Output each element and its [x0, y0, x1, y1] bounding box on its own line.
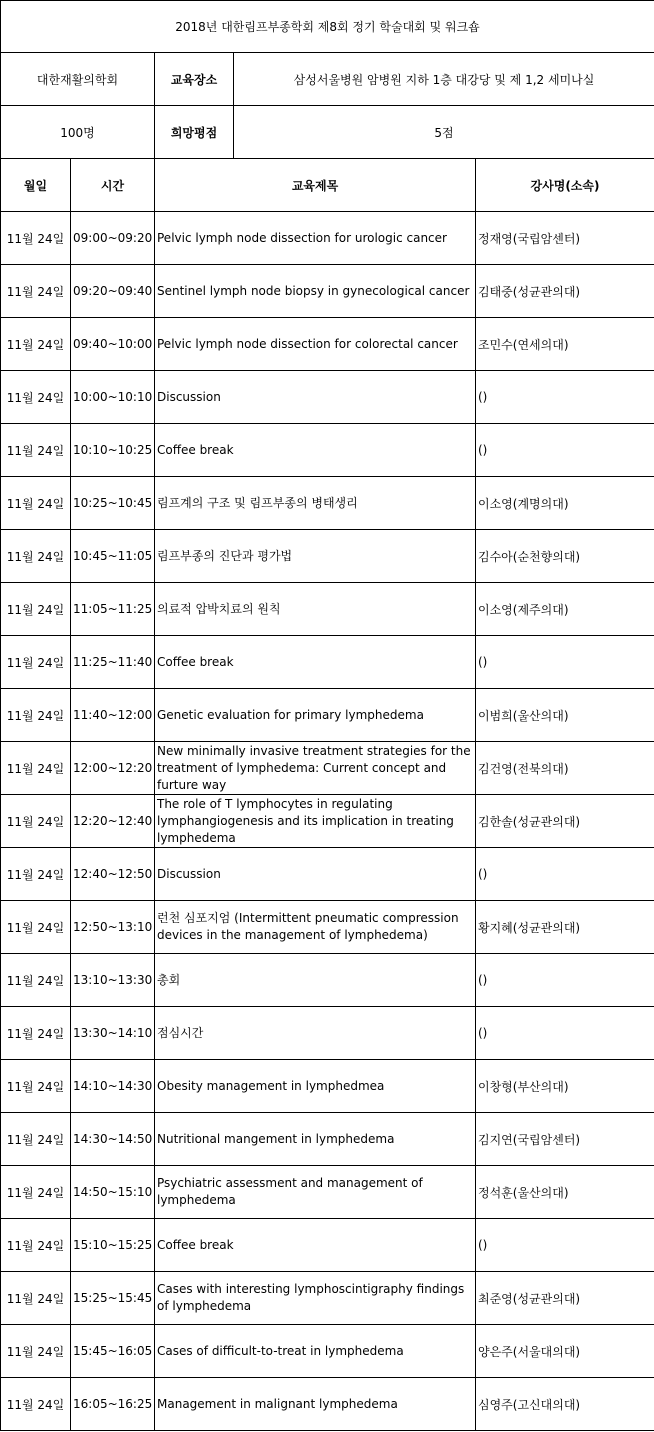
session-date: 11월 24일	[1, 1325, 71, 1378]
session-date: 11월 24일	[1, 318, 71, 371]
session-date: 11월 24일	[1, 1219, 71, 1272]
session-date: 11월 24일	[1, 636, 71, 689]
table-row	[1, 848, 654, 901]
session-date: 11월 24일	[1, 265, 71, 318]
session-speaker: 김지연(국립암센터)	[476, 1113, 654, 1166]
session-date: 11월 24일	[1, 424, 71, 477]
session-time: 14:50~15:10	[71, 1166, 155, 1219]
session-speaker: 김건영(전북의대)	[476, 742, 654, 795]
session-topic: Coffee break	[155, 1219, 476, 1272]
session-speaker: 최준영(성균관의대)	[476, 1272, 654, 1325]
session-topic: 림프부종의 진단과 평가법	[155, 530, 476, 583]
header-date: 월일	[1, 159, 71, 212]
session-topic: Cases of difficult-to-treat in lymphedema	[155, 1325, 476, 1378]
session-topic: Sentinel lymph node biopsy in gynecological cancer	[155, 265, 476, 318]
session-date: 11월 24일	[1, 371, 71, 424]
session-time: 14:30~14:50	[71, 1113, 155, 1166]
session-topic: Obesity management in lymphedmea	[155, 1060, 476, 1113]
table-row	[1, 477, 654, 530]
session-speaker: 이소영(제주의대)	[476, 583, 654, 636]
table-row	[1, 636, 654, 689]
session-time: 15:45~16:05	[71, 1325, 155, 1378]
session-date: 11월 24일	[1, 212, 71, 265]
session-time: 12:20~12:40	[71, 795, 155, 848]
table-row	[1, 689, 654, 742]
header-time: 시간	[71, 159, 155, 212]
table-row	[1, 1113, 654, 1166]
venue-value: 삼성서울병원 암병원 지하 1층 대강당 및 제 1,2 세미나실	[234, 53, 654, 106]
table-row	[1, 1272, 654, 1325]
table-row	[1, 265, 654, 318]
title-row	[1, 1, 654, 53]
session-date: 11월 24일	[1, 530, 71, 583]
session-topic: 런천 심포지엄 (Intermittent pneumatic compression devices in the management of lymphedema)	[155, 901, 476, 954]
session-time: 12:00~12:20	[71, 742, 155, 795]
session-date: 11월 24일	[1, 583, 71, 636]
session-speaker: 김수아(순천향의대)	[476, 530, 654, 583]
session-speaker: ()	[476, 371, 654, 424]
table-row	[1, 530, 654, 583]
session-speaker: ()	[476, 848, 654, 901]
session-time: 10:00~10:10	[71, 371, 155, 424]
session-speaker: ()	[476, 1007, 654, 1060]
session-date: 11월 24일	[1, 742, 71, 795]
session-topic: Pelvic lymph node dissection for colorectal cancer	[155, 318, 476, 371]
session-topic: Pelvic lymph node dissection for urologic cancer	[155, 212, 476, 265]
page-title: 2018년 대한림프부종학회 제8회 정기 학술대회 및 워크숍	[1, 1, 654, 53]
session-time: 10:45~11:05	[71, 530, 155, 583]
session-speaker: 황지혜(성균관의대)	[476, 901, 654, 954]
session-date: 11월 24일	[1, 1007, 71, 1060]
session-speaker: 이범희(울산의대)	[476, 689, 654, 742]
table-row	[1, 1219, 654, 1272]
session-time: 12:40~12:50	[71, 848, 155, 901]
session-date: 11월 24일	[1, 1272, 71, 1325]
session-speaker: ()	[476, 1219, 654, 1272]
session-topic: 총회	[155, 954, 476, 1007]
session-topic: Cases with interesting lymphoscintigraphy findings of lymphedema	[155, 1272, 476, 1325]
session-speaker: 정재영(국립암센터)	[476, 212, 654, 265]
session-date: 11월 24일	[1, 477, 71, 530]
session-topic: The role of T lymphocytes in regulating lymphangiogenesis and its implication in treating lymphedema	[155, 795, 476, 848]
session-time: 13:10~13:30	[71, 954, 155, 1007]
session-date: 11월 24일	[1, 954, 71, 1007]
session-date: 11월 24일	[1, 1378, 71, 1431]
session-time: 09:00~09:20	[71, 212, 155, 265]
table-row	[1, 1378, 654, 1431]
session-speaker: ()	[476, 954, 654, 1007]
organizer-cell: 대한재활의학회	[1, 53, 155, 106]
table-row	[1, 954, 654, 1007]
session-time: 11:05~11:25	[71, 583, 155, 636]
session-time: 11:40~12:00	[71, 689, 155, 742]
table-row	[1, 901, 654, 954]
session-topic: 점심시간	[155, 1007, 476, 1060]
session-speaker: ()	[476, 636, 654, 689]
session-date: 11월 24일	[1, 689, 71, 742]
table-row	[1, 583, 654, 636]
session-speaker: 이창형(부산의대)	[476, 1060, 654, 1113]
session-speaker: 정석훈(울산의대)	[476, 1166, 654, 1219]
header-row	[1, 159, 654, 212]
session-date: 11월 24일	[1, 848, 71, 901]
header-speaker: 강사명(소속)	[476, 159, 654, 212]
session-topic: 림프계의 구조 및 림프부종의 병태생리	[155, 477, 476, 530]
session-time: 14:10~14:30	[71, 1060, 155, 1113]
table-row	[1, 371, 654, 424]
table-row	[1, 1166, 654, 1219]
session-time: 15:10~15:25	[71, 1219, 155, 1272]
table-row	[1, 212, 654, 265]
table-row	[1, 742, 654, 795]
score-value: 5점	[234, 106, 654, 159]
session-date: 11월 24일	[1, 1113, 71, 1166]
session-topic: 의료적 압박치료의 원칙	[155, 583, 476, 636]
session-topic: Management in malignant lymphedema	[155, 1378, 476, 1431]
table-row	[1, 1060, 654, 1113]
session-topic: New minimally invasive treatment strategies for the treatment of lymphedema: Current concept and furture way	[155, 742, 476, 795]
venue-label: 교육장소	[155, 53, 234, 106]
table-row	[1, 424, 654, 477]
session-topic: Discussion	[155, 848, 476, 901]
session-time: 12:50~13:10	[71, 901, 155, 954]
session-date: 11월 24일	[1, 901, 71, 954]
score-label: 희망평점	[155, 106, 234, 159]
session-date: 11월 24일	[1, 1060, 71, 1113]
table-row	[1, 318, 654, 371]
session-speaker: 조민수(연세의대)	[476, 318, 654, 371]
header-topic: 교육제목	[155, 159, 476, 212]
session-time: 11:25~11:40	[71, 636, 155, 689]
session-date: 11월 24일	[1, 795, 71, 848]
meta-row-score	[1, 106, 654, 159]
session-speaker: 김한솔(성균관의대)	[476, 795, 654, 848]
session-speaker: 양은주(서울대의대)	[476, 1325, 654, 1378]
meta-row-venue	[1, 53, 654, 106]
session-speaker: 이소영(계명의대)	[476, 477, 654, 530]
session-topic: Coffee break	[155, 424, 476, 477]
session-time: 13:30~14:10	[71, 1007, 155, 1060]
session-topic: Psychiatric assessment and management of lymphedema	[155, 1166, 476, 1219]
session-topic: Genetic evaluation for primary lymphedema	[155, 689, 476, 742]
table-row	[1, 1007, 654, 1060]
session-time: 09:20~09:40	[71, 265, 155, 318]
session-speaker: 심영주(고신대의대)	[476, 1378, 654, 1431]
session-topic: Nutritional mangement in lymphedema	[155, 1113, 476, 1166]
session-time: 16:05~16:25	[71, 1378, 155, 1431]
session-time: 10:25~10:45	[71, 477, 155, 530]
table-row	[1, 795, 654, 848]
session-speaker: 김태중(성균관의대)	[476, 265, 654, 318]
session-topic: Coffee break	[155, 636, 476, 689]
session-time: 09:40~10:00	[71, 318, 155, 371]
session-speaker: ()	[476, 424, 654, 477]
session-topic: Discussion	[155, 371, 476, 424]
table-row	[1, 1325, 654, 1378]
session-date: 11월 24일	[1, 1166, 71, 1219]
capacity-cell: 100명	[1, 106, 155, 159]
session-time: 10:10~10:25	[71, 424, 155, 477]
session-time: 15:25~15:45	[71, 1272, 155, 1325]
